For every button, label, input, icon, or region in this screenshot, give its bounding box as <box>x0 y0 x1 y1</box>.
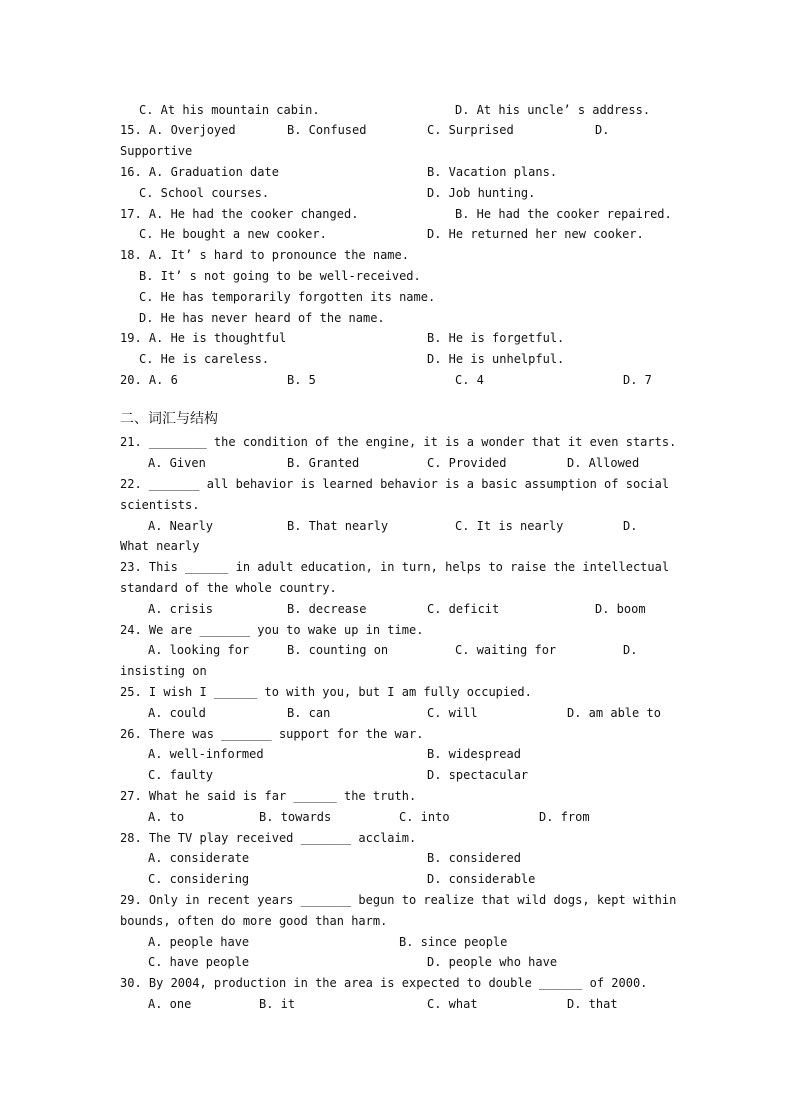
option-line: A. could <box>148 706 206 720</box>
option-line: A. people have <box>148 935 250 949</box>
option-line: B. counting on <box>287 643 389 657</box>
question-line: 16. A. Graduation date <box>120 165 279 179</box>
option-line: C. He bought a new cooker. <box>139 227 327 241</box>
question-line: 23. This ______ in adult education, in turn, helps to raise the intellectual <box>120 560 670 574</box>
option-line: D. from <box>539 810 590 824</box>
option-line: B. widespread <box>427 747 521 761</box>
option-line: D. <box>595 123 610 137</box>
option-line: insisting on <box>120 664 207 678</box>
option-line: C. It is nearly <box>455 519 564 533</box>
section-heading: 二、词汇与结构 <box>120 411 218 427</box>
option-line: D. 7 <box>623 373 652 387</box>
option-line: C. At his mountain cabin. <box>139 103 320 117</box>
option-line: A. Given <box>148 456 206 470</box>
option-line: D. <box>623 643 638 657</box>
option-line: B. Confused <box>287 123 367 137</box>
option-line: C. into <box>399 810 450 824</box>
option-line: C. School courses. <box>139 186 270 200</box>
question-line: 25. I wish I ______ to with you, but I am fully occupied. <box>120 685 532 699</box>
option-line: C. have people <box>148 955 250 969</box>
option-line: Supportive <box>120 144 193 158</box>
option-line: B. decrease <box>287 602 367 616</box>
question-line: 21. ________ the condition of the engine, it is a wonder that it even starts. <box>120 435 677 449</box>
option-line: D. Job hunting. <box>427 186 536 200</box>
option-line: B. towards <box>259 810 332 824</box>
question-line: scientists. <box>120 498 200 512</box>
option-line: A. Nearly <box>148 519 214 533</box>
option-line: C. 4 <box>455 373 484 387</box>
question-line: 30. By 2004, production in the area is expected to double ______ of 2000. <box>120 976 648 990</box>
option-line: C. waiting for <box>455 643 557 657</box>
question-line: 18. A. It’ s hard to pronounce the name. <box>120 248 409 262</box>
option-line: B. Granted <box>287 456 360 470</box>
option-line: C. Surprised <box>427 123 514 137</box>
question-line: 19. A. He is thoughtful <box>120 331 287 345</box>
option-line: B. It’ s not going to be well-received. <box>139 269 421 283</box>
option-line: C. faulty <box>148 768 214 782</box>
option-line: D. am able to <box>567 706 661 720</box>
option-line: C. what <box>427 997 478 1011</box>
option-line: B. it <box>259 997 296 1011</box>
question-line: 24. We are _______ you to wake up in time. <box>120 623 424 637</box>
question-line: 17. A. He had the cooker changed. <box>120 207 359 221</box>
option-line: B. considered <box>427 851 521 865</box>
option-line: D. that <box>567 997 618 1011</box>
question-line: 28. The TV play received _______ acclaim. <box>120 831 417 845</box>
option-line: B. Vacation plans. <box>427 165 558 179</box>
option-line: D. considerable <box>427 872 536 886</box>
question-line: bounds, often do more good than harm. <box>120 914 388 928</box>
option-line: C. deficit <box>427 602 500 616</box>
question-line: 27. What he said is far ______ the truth. <box>120 789 417 803</box>
option-line: D. people who have <box>427 955 558 969</box>
option-line: D. He returned her new cooker. <box>427 227 644 241</box>
option-line: A. to <box>148 810 185 824</box>
option-line: C. He has temporarily forgotten its name. <box>139 290 436 304</box>
question-line: 20. A. 6 <box>120 373 178 387</box>
option-line: A. well-informed <box>148 747 264 761</box>
option-line: B. can <box>287 706 331 720</box>
option-line: B. That nearly <box>287 519 389 533</box>
question-line: 22. _______ all behavior is learned behavior is a basic assumption of social <box>120 477 670 491</box>
option-line: D. <box>623 519 638 533</box>
option-line: D. spectacular <box>427 768 529 782</box>
question-line: 26. There was _______ support for the war. <box>120 727 424 741</box>
option-line: B. 5 <box>287 373 316 387</box>
option-line: C. considering <box>148 872 250 886</box>
option-line: D. boom <box>595 602 646 616</box>
option-line: D. He has never heard of the name. <box>139 311 385 325</box>
option-line: A. considerate <box>148 851 250 865</box>
option-line: C. Provided <box>427 456 507 470</box>
option-line: C. will <box>427 706 478 720</box>
option-line: B. He had the cooker repaired. <box>455 207 672 221</box>
question-line: 15. A. Overjoyed <box>120 123 236 137</box>
option-line: D. He is unhelpful. <box>427 352 565 366</box>
option-line: B. He is forgetful. <box>427 331 565 345</box>
option-line: A. one <box>148 997 192 1011</box>
option-line: D. Allowed <box>567 456 640 470</box>
option-line: What nearly <box>120 539 200 553</box>
question-line: 29. Only in recent years _______ begun to realize that wild dogs, kept within <box>120 893 677 907</box>
option-line: A. crisis <box>148 602 214 616</box>
option-line: C. He is careless. <box>139 352 270 366</box>
question-line: standard of the whole country. <box>120 581 337 595</box>
option-line: A. looking for <box>148 643 250 657</box>
option-line: D. At his uncle’ s address. <box>455 103 651 117</box>
option-line: B. since people <box>399 935 508 949</box>
